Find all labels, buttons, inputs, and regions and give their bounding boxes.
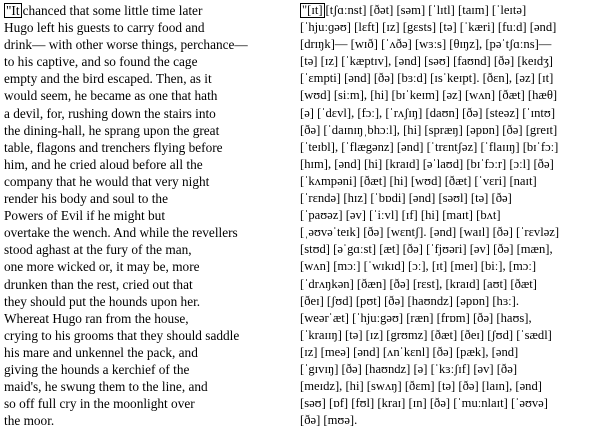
english-line: so off full cry in the moonlight over xyxy=(4,396,195,412)
ipa-line: [ˈɛmpti] [ənd] [ðə] [bɜːd] [ɪsˈkeɪpt]. [ðɛn], [əz] [ɪt] xyxy=(300,71,554,86)
ipa-line: [hɪm], [ənd] [hi] [kraɪd] [əˈlaʊd] [bɪˈfɔːr] [ɔːl] [ðə] xyxy=(300,156,554,171)
english-line: a devil, for, rushing down the stairs into xyxy=(4,105,216,121)
english-line: render his body and soul to the xyxy=(4,191,168,207)
english-line: the moor. xyxy=(4,413,55,429)
english-line: stood aghast at the fury of the man, xyxy=(4,242,192,258)
english-line: table, flagons and trenchers flying before xyxy=(4,139,223,155)
ipa-line: [ˈkʌmpəni] [ðæt] [hi] [wʊd] [ðæt] [ˈvɛri] [naɪt] xyxy=(300,173,537,188)
ipa-line: [wʌn] [mɔː] [ˈwɪkɪd] [ɔː], [ɪt] [meɪ] [biː], [mɔː] xyxy=(300,259,537,274)
english-line: would seem, he became as one that hath xyxy=(4,88,218,104)
ipa-line: [stʊd] [əˈgɑːst] [æt] [ðə] [ˈfjʊəri] [əv] [ðə] [mæn], xyxy=(300,242,553,257)
ipa-line: [ˈdrʌŋkən] [ðæn] [ðə] [rɛst], [kraɪd] [aʊt] [ðæt] xyxy=(300,276,537,291)
ipa-line: [wʊd] [siːm], [hi] [bɪˈkeɪm] [əz] [wʌn] [ðæt] [hæθ] xyxy=(300,88,558,103)
ipa-line: [ˈpaʊəz] [əv] [ˈiːvl] [ɪf] [hi] [maɪt] [bʌt] xyxy=(300,208,501,223)
english-line: maid's, he swung them to the line, and xyxy=(4,379,208,395)
english-line: overtake the wench. And while the revellers xyxy=(4,225,238,241)
ipa-line xyxy=(300,2,590,19)
english-line: drink— with other worse things, perchance— xyxy=(4,37,248,53)
english-line: Whereat Hugo ran from the house, xyxy=(4,310,189,326)
english-line: giving the hounds a kerchief of the xyxy=(4,361,190,377)
ipa-line-text: [tʃɑːnst] [ðət] [səm] [ˈlɪtl] [taɪm] [ˈleɪtə] xyxy=(325,3,527,17)
ipa-line: [ˈteɪbl], [ˈflægənz] [ənd] [ˈtrɛntʃəz] [ˈflaɪɪŋ] [bɪˈfɔː] xyxy=(300,139,559,154)
english-text-column xyxy=(4,2,286,429)
ipa-line: [tə] [ɪz] [ˈkæptɪv], [ənd] [səʊ] [faʊnd] [ðə] [keɪdʒ] xyxy=(300,54,553,69)
english-line xyxy=(4,2,286,19)
ipa-line: [ˈgɪvɪŋ] [ðə] [haʊndz] [ə] [ˈkɜːʃɪf] [əv] [ðə] xyxy=(300,361,518,376)
ipa-line: [səʊ] [ɒf] [fʊl] [kraɪ] [ɪn] [ðə] [ˈmuːnlaɪt] [ˈəʊvə] xyxy=(300,396,548,411)
ipa-line: [drɪŋk]— [wɪð] [ˈʌðə] [wɜːs] [θɪŋz], [pəˈtʃɑːns]— xyxy=(300,37,552,52)
highlighted-first-word: "It xyxy=(6,3,20,18)
english-line: crying to his grooms that they should saddle xyxy=(4,327,240,343)
english-line: his mare and unkennel the pack, and xyxy=(4,344,198,360)
ipa-line: [ˈrɛndə] [hɪz] [ˈbɒdi] [ənd] [səʊl] [tə] [ðə] xyxy=(300,191,512,206)
ipa-line: [ðə] [mʊə]. xyxy=(300,413,358,428)
english-line: him, and he cried aloud before all the xyxy=(4,156,203,172)
english-line: one more wicked or, it may be, more xyxy=(4,259,200,275)
english-line: Hugo left his guests to carry food and xyxy=(4,20,205,36)
ipa-line: [weərˈæt] [ˈhjuːgəʊ] [ræn] [frɒm] [ðə] [haʊs], xyxy=(300,310,532,325)
ipa-transcription-column xyxy=(300,2,590,429)
english-line: Powers of Evil if he might but xyxy=(4,208,166,224)
ipa-line: [meɪdz], [hi] [swʌŋ] [ðɛm] [tə] [ðə] [laɪn], [ənd] xyxy=(300,379,542,394)
ipa-line: [ə] [ˈdɛvl], [fɔː], [ˈrʌʃɪŋ] [daʊn] [ðə] [steəz] [ˈɪntʊ] xyxy=(300,105,556,120)
ipa-line: [ˌəʊvəˈteɪk] [ðə] [wɛntʃ]. [ənd] [waɪl] [ðə] [ˈrɛvləz] xyxy=(300,225,560,240)
ipa-line: [ˈhjuːɡəʊ] [lɛft] [ɪz] [gɛsts] [tə] [ˈkæri] [fuːd] [ənd] xyxy=(300,20,557,35)
ipa-line: [ðeɪ] [ʃʊd] [pʊt] [ðə] [haʊndz] [əpɒn] [hɜː]. xyxy=(300,293,519,308)
english-line: company that he would that very night xyxy=(4,173,210,189)
ipa-line: [ˈkraɪɪŋ] [tə] [ɪz] [grʊmz] [ðæt] [ðeɪ] [ʃʊd] [ˈsædl] xyxy=(300,327,552,342)
english-line: empty and the bird escaped. Then, as it xyxy=(4,71,212,87)
english-line: drunken than the rest, cried out that xyxy=(4,276,193,292)
english-line: the dining-hall, he sprang upon the great xyxy=(4,122,220,138)
ipa-line: [ɪz] [meə] [ənd] [ʌnˈkɛnl] [ðə] [pæk], [ənd] xyxy=(300,344,519,359)
english-line-text: chanced that some little time later xyxy=(22,3,203,18)
english-line: they should put the hounds upon her. xyxy=(4,293,201,309)
ipa-line: [ðə] [ˈdaɪnɪŋˌbhɔːl], [hi] [spræŋ] [əpɒn] [ðə] [greɪt] xyxy=(300,122,558,137)
highlighted-first-transcription: "[ɪt] xyxy=(302,3,323,17)
english-line: to his captive, and so found the cage xyxy=(4,54,198,70)
